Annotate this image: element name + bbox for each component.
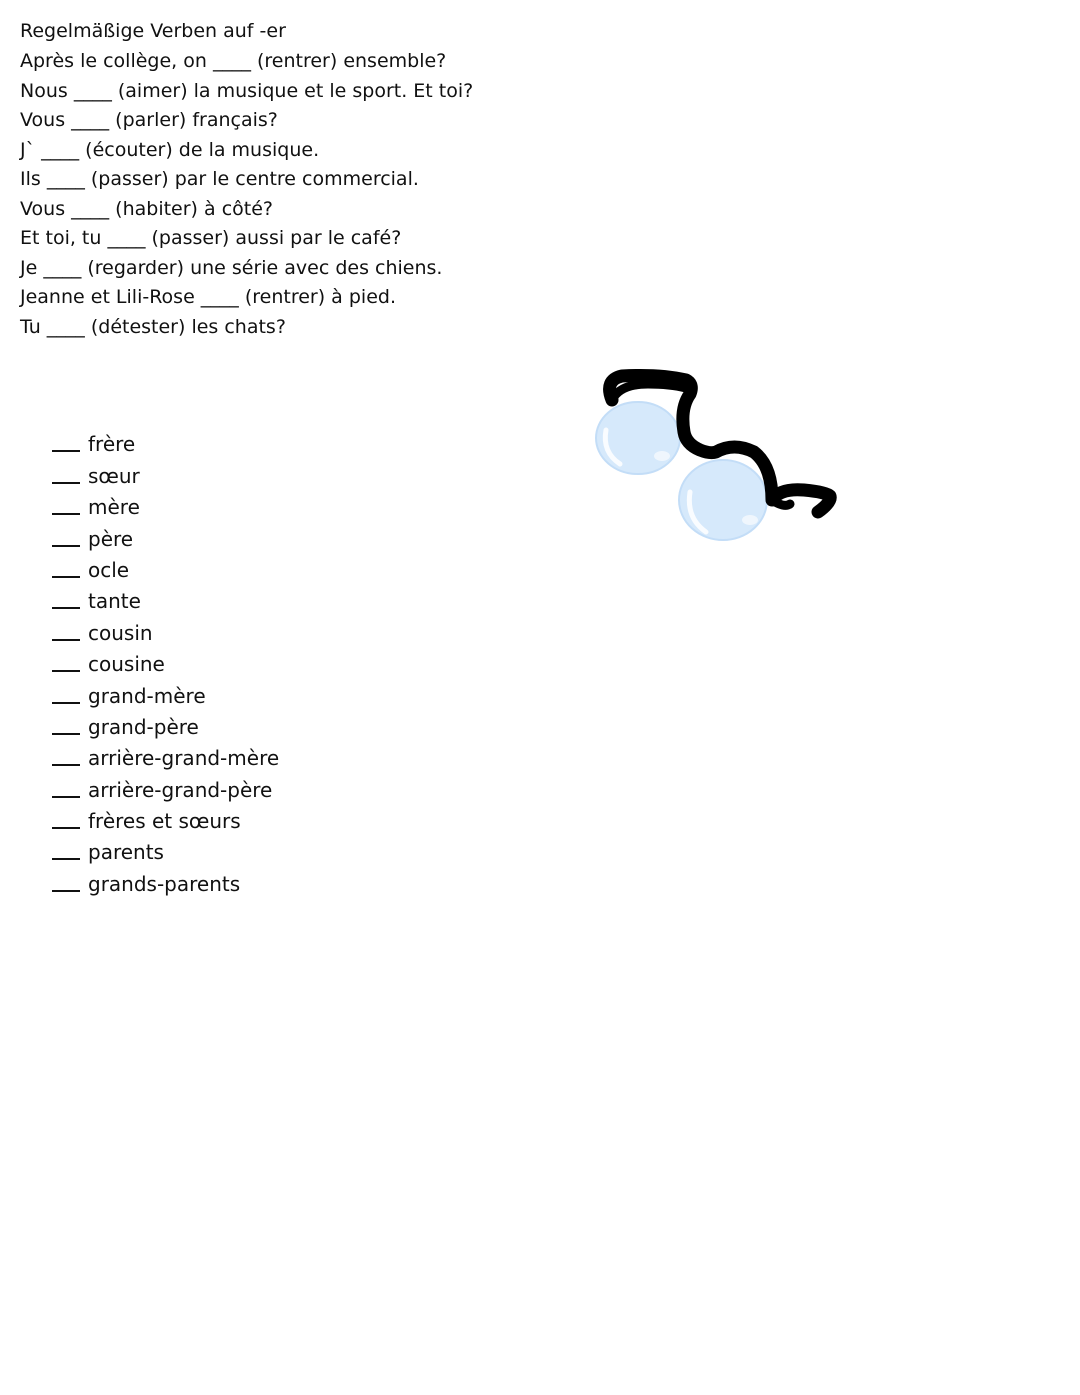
answer-blank [52,858,80,860]
answer-blank [52,639,80,641]
answer-blank [52,827,80,829]
vocabulary-list [52,426,279,897]
vocab-word: tante [88,589,141,614]
sentence-item: Ils ____ (passer) par le centre commercial. [20,168,419,190]
left-lens [596,402,680,474]
list-item [52,489,279,520]
vocab-word: cousin [88,620,153,645]
list-item [52,803,279,834]
answer-blank [52,796,80,798]
list-item [52,740,279,771]
sentence-item: Je ____ (regarder) une série avec des chiens. [20,256,443,279]
list-item [52,457,279,488]
right-lens [679,460,767,540]
vocab-word: frères et sœurs [88,809,241,834]
list-item [52,771,279,802]
vocab-word: père [88,526,134,551]
sentence-item: Et toi, tu ____ (passer) aussi par le café? [20,227,402,249]
answer-blank [52,482,80,484]
vocab-word: parents [88,840,164,865]
vocab-word: cousine [88,652,165,677]
sentence-list [20,48,473,343]
answer-blank [52,576,80,578]
vocab-word: grands-parents [88,871,241,896]
vocab-word: mère [88,495,140,520]
vocab-word: grand-mère [88,683,206,708]
sentence-item: Vous ____ (parler) français? [20,109,278,131]
list-item [52,865,279,896]
list-item [52,426,279,457]
answer-blank [52,733,80,735]
vocab-word: ocle [88,557,130,582]
list-item [52,583,279,614]
list-item [52,520,279,551]
answer-blank [52,670,80,672]
vocab-word: arrière-grand-père [88,777,273,802]
vocab-word: sœur [88,463,140,488]
answer-blank [52,513,80,515]
worksheet-title: Regelmäßige Verben auf -er [20,20,286,42]
sentence-item: Après le collège, on ____ (rentrer) ensemble? [20,50,447,72]
answer-blank [52,607,80,609]
sentence-item: J` ____ (écouter) de la musique. [20,138,320,161]
answer-blank [52,545,80,547]
answer-blank [52,702,80,704]
glasses-icon [590,360,840,550]
sentence-item: Vous ____ (habiter) à côté? [20,197,273,220]
vocab-word: frère [88,432,136,457]
sentence-item: Nous ____ (aimer) la musique et le sport. Et toi? [20,79,474,102]
vocab-word: grand-père [88,714,199,739]
list-item [52,614,279,645]
list-item [52,646,279,677]
sentence-item: Tu ____ (détester) les chats? [20,315,286,338]
answer-blank [52,890,80,892]
vocab-word: arrière-grand-mère [88,746,280,771]
answer-blank [52,450,80,452]
sentence-item: Jeanne et Lili-Rose ____ (rentrer) à pied. [20,286,396,308]
list-item [52,552,279,583]
answer-blank [52,764,80,766]
list-item [52,709,279,740]
list-item [52,834,279,865]
list-item [52,677,279,708]
